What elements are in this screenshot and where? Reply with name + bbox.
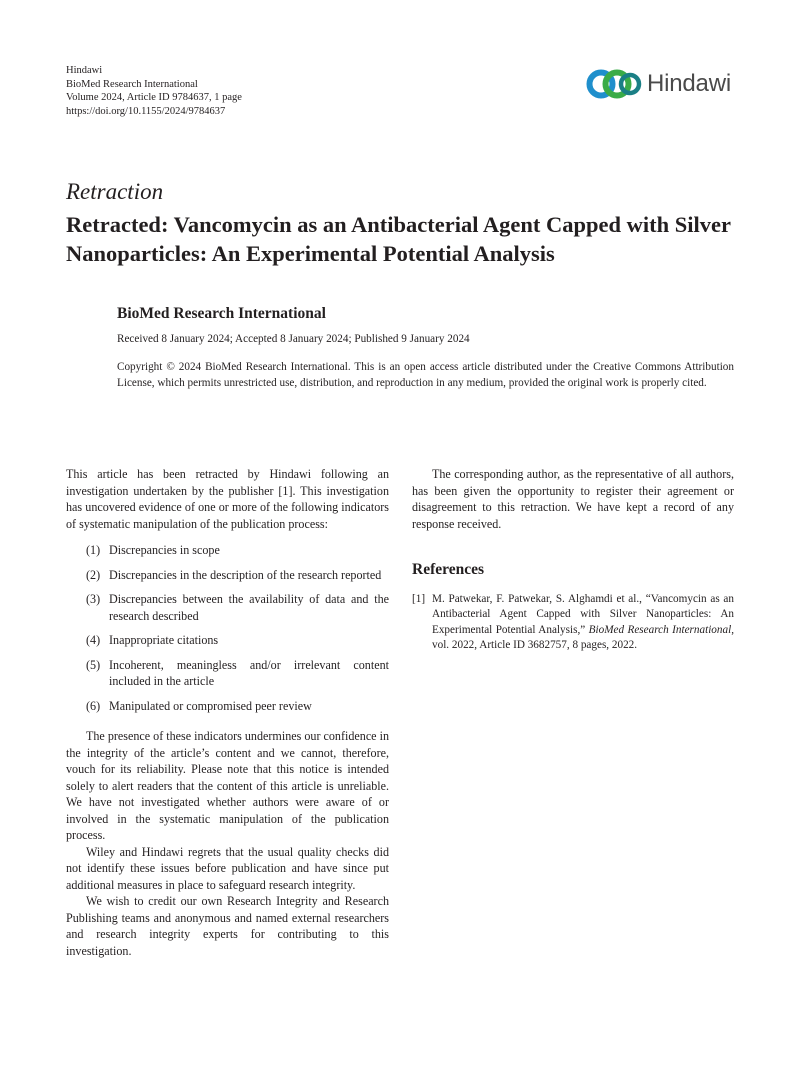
logo-wordmark: Hindawi (647, 70, 731, 97)
list-item (66, 698, 389, 715)
publisher-name: Hindawi (66, 65, 103, 76)
right-column (412, 466, 734, 654)
article-author: BioMed Research International (117, 305, 326, 322)
list-item (66, 632, 389, 649)
list-item (66, 591, 389, 624)
journal-name: BioMed Research International (66, 78, 198, 90)
list-text: Inappropriate citations (109, 633, 219, 647)
reference-authors: M. Patwekar, F. Patwekar, S. Alghamdi et al., “Vancomycin as an Antibacterial Agent Capped with Silver Nanoparticles: An Experimental Potential Analysis,” (432, 592, 734, 636)
author-paragraph: The corresponding author, as the representative of all authors, has been given the opportunity to register their agreement or disagreement to this retraction. We have kept a record of any response received. (412, 467, 734, 531)
list-number: (4) (86, 633, 101, 647)
list-item (66, 567, 389, 584)
left-column (66, 466, 389, 959)
list-item (66, 542, 389, 559)
reference-item (412, 592, 734, 654)
hindawi-rings-icon (585, 66, 643, 102)
list-text: Discrepancies between the availability of data and the research described (109, 592, 389, 623)
list-text: Discrepancies in the description of the research reported (109, 567, 382, 582)
reference-details: , vol. 2022, Article ID 3682757, 8 pages, 2022. (432, 623, 734, 651)
list-number: (6) (86, 698, 101, 713)
credit-paragraph: We wish to credit our own Research Integrity and Research Publishing teams and anonymous and named external researchers and research integrity experts for contributing to this investigation. (66, 894, 389, 958)
article-dates: Received 8 January 2024; Accepted 8 January 2024; Published 9 January 2024 (117, 333, 470, 345)
copyright-notice: Copyright © 2024 BioMed Research International. This is an open access article distributed under the Creative Commons Attribution License, which permits unrestricted use, distribution, and reproduction in any medium, provided the original work is properly cited. (117, 361, 734, 389)
list-number: (2) (86, 567, 101, 582)
list-number: (3) (86, 592, 101, 606)
list-text: Manipulated or compromised peer review (109, 698, 312, 713)
doi-link[interactable]: https://doi.org/10.1155/2024/9784637 (66, 105, 226, 117)
wiley-paragraph: Wiley and Hindawi regrets that the usual quality checks did not identify these issues before publication and have since put additional measures in place to safeguard research integrity. (66, 844, 389, 892)
volume-info: Volume 2024, Article ID 9784637, 1 page (66, 92, 242, 103)
list-text: Discrepancies in scope (109, 543, 220, 557)
article-type: Retraction (66, 179, 164, 204)
reference-number: [1] (412, 592, 426, 605)
presence-paragraph: The presence of these indicators undermines our confidence in the integrity of the article’s content and we cannot, therefore, vouch for its reliability. Please note that this notice is intended solely to alert readers that the content of this article is unreliable. We have not investigated whether authors were aware of or involved in the systematic manipulation of the publication process. (66, 729, 389, 842)
references-heading: References (412, 561, 485, 578)
reference-journal: BioMed Research International (588, 623, 732, 636)
article-title: Retracted: Vancomycin as an Antibacterial Agent Capped with Silver Nanoparticles: An Experimental Potential Analysis (66, 212, 731, 266)
list-item (66, 657, 389, 690)
intro-paragraph: This article has been retracted by Hindawi following an investigation undertaken by the publisher [1]. This investigation has uncovered evidence of one or more of the following indicators of systematic manipulation of the publication process: (66, 467, 389, 531)
article-metadata (66, 64, 242, 118)
indicator-list (66, 542, 389, 714)
hindawi-logo (585, 66, 731, 102)
list-number: (1) (86, 543, 101, 557)
list-number: (5) (86, 657, 101, 672)
list-text: Incoherent, meaningless and/or irrelevant content included in the article (109, 657, 389, 688)
